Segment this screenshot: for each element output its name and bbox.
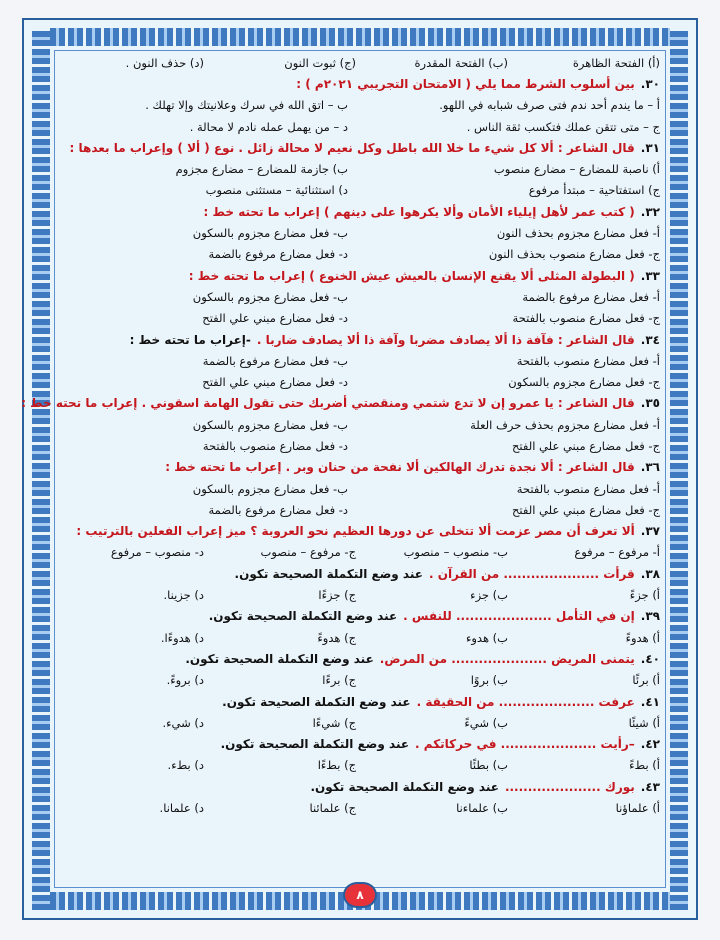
question-instruction: عند وضع التكملة الصحيحة تكون. bbox=[220, 737, 410, 752]
answer-option: د- فعل مضارع مبني علي الفتح bbox=[202, 311, 348, 326]
answer-options-row bbox=[60, 797, 660, 818]
answer-option: أ) بطءً bbox=[629, 758, 660, 773]
question-text: قال الشاعر : ألا كل شيء ما خلا الله باطل وكل نعيم لا محالة زائل . نوع ( ألا ) وإعراب ما بعدها : bbox=[69, 140, 635, 155]
question-stem bbox=[60, 734, 660, 755]
question-text: بورك ..................... bbox=[504, 779, 635, 794]
question-stem bbox=[21, 393, 660, 414]
answer-option: ب) جزء bbox=[470, 588, 508, 603]
answer-option: د) استثنائية – مستثنى منصوب bbox=[205, 183, 348, 198]
answer-option: ج- فعل مضارع مبني علي الفتح bbox=[511, 502, 660, 517]
question-text: بين أسلوب الشرط مما يلي ( الامتحان التجريبي ٢٠٢١م ) : bbox=[296, 76, 635, 91]
answer-option: أ- مرفوع – مرفوع bbox=[574, 545, 660, 560]
decorative-border-top bbox=[32, 28, 688, 46]
question-instruction: عند وضع التكملة الصحيحة تكون. bbox=[234, 566, 423, 581]
answer-option: أ) علماؤنا bbox=[615, 801, 660, 816]
question-number: ٣٥. bbox=[640, 396, 660, 411]
answer-options-row bbox=[60, 435, 660, 456]
answer-options-row bbox=[60, 371, 660, 392]
answer-option: ج) هدوءً bbox=[317, 630, 356, 645]
question-instruction: عند وضع التكملة الصحيحة تكون. bbox=[185, 651, 374, 666]
answer-option: ب- فعل مضارع مرفوع بالضمة bbox=[202, 353, 348, 368]
question-number: ٣٩. bbox=[640, 609, 660, 624]
answer-option: أ- فعل مضارع منصوب بالفتحة bbox=[516, 481, 660, 496]
question-number: ٣٦. bbox=[640, 460, 660, 475]
question-number: ٣٠. bbox=[640, 76, 660, 91]
question-text: يتمنى المريض ..................... من المرض. bbox=[379, 651, 635, 666]
answer-options-row bbox=[60, 222, 660, 243]
question-stem bbox=[60, 606, 660, 627]
answer-options-row bbox=[60, 584, 660, 605]
question-number: ٣٧. bbox=[640, 524, 660, 539]
answer-options-row bbox=[60, 414, 660, 435]
answer-options-row bbox=[60, 755, 660, 776]
answer-option: أ) ناصبة للمضارع – مضارع منصوب bbox=[493, 162, 660, 177]
answer-options-row bbox=[60, 286, 660, 307]
question-number: ٣٣. bbox=[640, 268, 660, 283]
answer-option: ب) بطئًا bbox=[469, 758, 508, 773]
question-number: ٤٣. bbox=[640, 779, 660, 794]
answer-options-row bbox=[60, 712, 660, 733]
answer-option: ج – متى تتقن عملك فتكسب ثقة الناس . bbox=[466, 119, 660, 134]
question-number: ٤٢. bbox=[640, 737, 660, 752]
answer-option: ج- مرفوع – منصوب bbox=[260, 545, 356, 560]
answer-option: (ب) الفتحة المقدرة bbox=[414, 55, 508, 70]
question-stem bbox=[60, 137, 660, 158]
answer-option: ج) برءًا bbox=[322, 673, 356, 688]
answer-option: أ) برئًا bbox=[632, 673, 660, 688]
question-instruction: -إعراب ما تحته خط : bbox=[129, 332, 251, 347]
answer-option: د) جزينا. bbox=[163, 588, 204, 603]
question-instruction: عند وضع التكملة الصحيحة تكون. bbox=[310, 779, 499, 794]
answer-options-row bbox=[60, 116, 660, 137]
answer-option: ج) بطءًا bbox=[317, 758, 356, 773]
question-stem bbox=[60, 265, 660, 286]
question-text: قال الشاعر : ألا نجدة تدرك الهالكين ألا نفحة من حنان وبر . إعراب ما تحته خط : bbox=[165, 460, 635, 475]
decorative-border-right bbox=[670, 28, 688, 910]
answer-options-row bbox=[60, 627, 660, 648]
question-stem bbox=[60, 201, 660, 222]
answer-options-row bbox=[60, 244, 660, 265]
answer-options-row bbox=[60, 52, 660, 73]
answer-option: د- فعل مضارع مبني علي الفتح bbox=[202, 375, 348, 390]
answer-option: ب) جازمة للمضارع – مضارع مجزوم bbox=[175, 162, 348, 177]
answer-options-row bbox=[60, 158, 660, 179]
answer-options-row bbox=[60, 95, 660, 116]
answer-option: أ – ما يندم أحد ندم فتى صرف شبابه في اللهو. bbox=[439, 98, 660, 113]
answer-option: د) علمانا. bbox=[159, 801, 204, 816]
question-stem bbox=[60, 563, 660, 584]
answer-option: ج) جزءًا bbox=[318, 588, 356, 603]
answer-option: أ) جزءً bbox=[629, 588, 660, 603]
question-text: قرأت ..................... من القرآن . bbox=[428, 566, 635, 581]
answer-option: د- فعل مضارع مرفوع بالضمة bbox=[208, 502, 348, 517]
question-stem bbox=[60, 329, 660, 350]
answer-option: ب- فعل مضارع مجزوم بالسكون bbox=[192, 417, 348, 432]
question-number: ٤٠. bbox=[640, 651, 660, 666]
answer-option: ب- فعل مضارع مجزوم بالسكون bbox=[192, 481, 348, 496]
answer-option: ج- فعل مضارع مبني علي الفتح bbox=[511, 438, 660, 453]
question-list bbox=[21, 52, 660, 878]
answer-option: د- فعل مضارع مرفوع بالضمة bbox=[208, 247, 348, 262]
answer-option: د – من يهمل عمله نادم لا محالة . bbox=[189, 119, 348, 134]
answer-option: أ- فعل مضارع منصوب بالفتحة bbox=[516, 353, 660, 368]
question-stem bbox=[60, 521, 660, 542]
answer-option: د) بطء. bbox=[167, 758, 204, 773]
answer-option: ب- فعل مضارع مجزوم بالسكون bbox=[192, 289, 348, 304]
question-text: ( البطولة المثلى ألا يقنع الإنسان بالعيش عيش الخنوع ) إعراب ما تحته خط : bbox=[188, 268, 635, 283]
question-text: عرفت ..................... من الحقيقة . bbox=[416, 694, 635, 709]
worksheet-page bbox=[22, 18, 698, 920]
answer-option: أ- فعل مضارع مرفوع بالضمة bbox=[522, 289, 660, 304]
answer-option: د- فعل مضارع منصوب بالفتحة bbox=[202, 438, 348, 453]
answer-option: (ج) ثبوت النون bbox=[284, 55, 356, 70]
answer-options-row bbox=[60, 499, 660, 520]
answer-option: ج- فعل مضارع منصوب بالفتحة bbox=[512, 311, 660, 326]
question-number: ٣٤. bbox=[640, 332, 660, 347]
question-number: ٣٢. bbox=[640, 204, 660, 219]
answer-options-row bbox=[60, 180, 660, 201]
answer-options-row bbox=[60, 478, 660, 499]
answer-option: أ- فعل مضارع مجزوم بحذف حرف العلة bbox=[470, 417, 660, 432]
answer-option: د) بروءً. bbox=[166, 673, 204, 688]
question-text: –رأيت ..................... في حركاتكم . bbox=[415, 737, 635, 752]
answer-option: أ) شيئًا bbox=[628, 715, 660, 730]
answer-option: ج- فعل مضارع منصوب بحذف النون bbox=[488, 247, 660, 262]
question-text: قال الشاعر : فآفة ذا ألا يصادف مضربا وآفة ذا ألا يصادف ضاربا . bbox=[256, 332, 635, 347]
question-number: ٣١. bbox=[640, 140, 660, 155]
question-stem bbox=[60, 691, 660, 712]
question-number: ٣٨. bbox=[640, 566, 660, 581]
answer-options-row bbox=[60, 308, 660, 329]
answer-option: ب) علماءنا bbox=[456, 801, 508, 816]
answer-option: ب- فعل مضارع مجزوم بالسكون bbox=[192, 226, 348, 241]
answer-option: ب) بروًا bbox=[470, 673, 508, 688]
answer-option: أ- فعل مضارع مجزوم بحذف النون bbox=[496, 226, 660, 241]
answer-option: ج) شيءًا bbox=[312, 715, 356, 730]
answer-option: د- منصوب – مرفوع bbox=[110, 545, 204, 560]
answer-option: ب- منصوب – منصوب bbox=[403, 545, 508, 560]
answer-option: ب – اتق الله في سرك وعلانيتك وإلا تهلك . bbox=[145, 98, 348, 113]
page-number-badge: ٨ bbox=[343, 882, 377, 908]
answer-option: أ) هدوءً bbox=[625, 630, 660, 645]
question-text: إن في التأمل ..................... للنفس . bbox=[403, 609, 635, 624]
answer-option: ج- فعل مضارع مجزوم بالسكون bbox=[508, 375, 660, 390]
answer-option: ج) استفتاحية – مبتدأ مرفوع bbox=[528, 183, 660, 198]
question-stem bbox=[60, 457, 660, 478]
answer-options-row bbox=[60, 542, 660, 563]
question-text: قال الشاعر : يا عمرو إن لا تدع شتمي ومنقصتي أضربك حتى تقول الهامة اسقوني . إعراب ما تحته خط : bbox=[21, 396, 635, 411]
question-instruction: عند وضع التكملة الصحيحة تكون. bbox=[208, 609, 398, 624]
decorative-border-left bbox=[32, 28, 50, 910]
answer-option: ج) علمائنا bbox=[309, 801, 356, 816]
question-stem bbox=[60, 73, 660, 94]
answer-options-row bbox=[60, 670, 660, 691]
question-stem bbox=[60, 648, 660, 669]
question-stem bbox=[60, 776, 660, 797]
question-number: ٤١. bbox=[640, 694, 660, 709]
question-text: ( كتب عمر لأهل إيلياء الأمان وألا يكرهوا على دينهم ) إعراب ما تحته خط : bbox=[203, 204, 635, 219]
answer-option: (أ) الفتحة الظاهرة bbox=[572, 55, 660, 70]
answer-options-row bbox=[60, 350, 660, 371]
question-text: ألا تعرف أن مصر عزمت ألا تتخلى عن دورها العظيم نحو العروبة ؟ ميز إعراب الفعلين بالترتيب : bbox=[76, 524, 635, 539]
answer-option: ب) هدوء bbox=[465, 630, 508, 645]
answer-option: د) هدوءًا. bbox=[160, 630, 204, 645]
answer-option: ب) شيءً bbox=[464, 715, 508, 730]
question-instruction: عند وضع التكملة الصحيحة تكون. bbox=[222, 694, 411, 709]
answer-option: د) شيء. bbox=[162, 715, 204, 730]
answer-option: (د) حذف النون . bbox=[125, 55, 204, 70]
